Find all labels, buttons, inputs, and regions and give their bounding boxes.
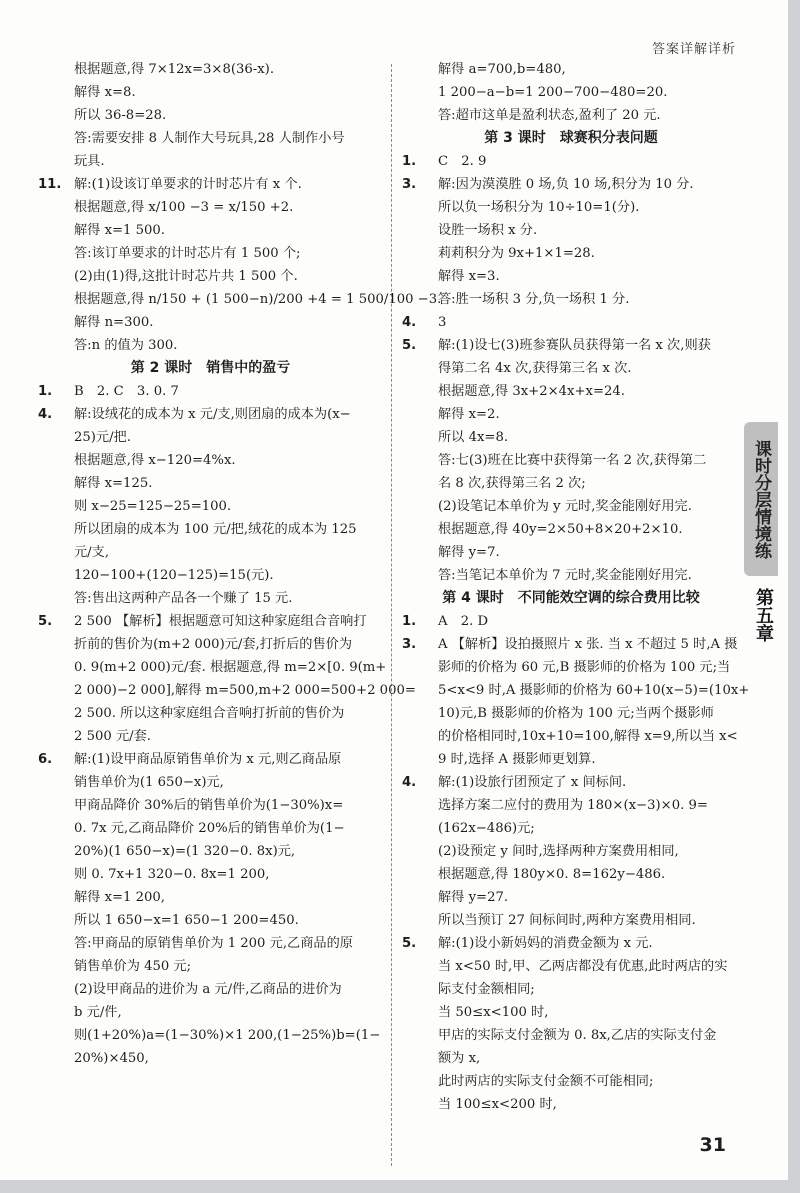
text-line: 的价格相同时,10x+10=100,解得 x=9,所以当 x< bbox=[438, 729, 738, 744]
text-line: 答:超市这单是盈利状态,盈利了 20 元. bbox=[438, 108, 661, 123]
text-line: 所以团扇的成本为 100 元/把,绒花的成本为 125 bbox=[74, 522, 357, 537]
question-line bbox=[402, 633, 740, 656]
question-line bbox=[38, 380, 383, 403]
question-line bbox=[402, 311, 740, 334]
text-line: 2 000)−2 000],解得 m=500,m+2 000=500+2 000= bbox=[74, 683, 416, 698]
text-line: (162x−486)元; bbox=[438, 821, 535, 836]
section-heading: 第 2 课时 销售中的盈亏 bbox=[130, 360, 291, 376]
text-line: 0. 9(m+2 000)元/套. 根据题意,得 m=2×[0. 9(m+ bbox=[74, 660, 387, 675]
text-line: 答:n 的值为 300. bbox=[74, 338, 178, 353]
answer-text: A 【解析】设拍摄照片 x 张. 当 x 不超过 5 时,A 摄 bbox=[438, 637, 738, 652]
question-line bbox=[38, 748, 383, 771]
section-heading: 第 4 课时 不同能效空调的综合费用比较 bbox=[442, 590, 700, 606]
header-title: 答案详解详析 bbox=[651, 42, 736, 57]
text-line: 20%)(1 650−x)=(1 320−0. 8x)元, bbox=[74, 844, 296, 859]
question-number: 5. bbox=[402, 338, 417, 353]
answer-text: 解:(1)设甲商品原销售单价为 x 元,则乙商品原 bbox=[74, 752, 342, 767]
text-line: 0. 7x 元,乙商品降价 20%后的销售单价为(1− bbox=[74, 821, 345, 836]
text-line: 元/支, bbox=[74, 545, 110, 560]
answer-text: 解:(1)设小新妈妈的消费金额为 x 元. bbox=[438, 936, 653, 951]
text-line: 20%)×450, bbox=[74, 1051, 149, 1066]
text-line: 解得 x=1 200, bbox=[74, 890, 165, 905]
section-tab: 课时分层情境练 bbox=[744, 422, 778, 576]
answer-text: C 2. 9 bbox=[438, 154, 487, 169]
text-line: b 元/件, bbox=[74, 1005, 122, 1020]
answer-text: 解:(1)设七(3)班参赛队员获得第一名 x 次,则获 bbox=[438, 338, 711, 353]
text-line: 当 50≤x<100 时, bbox=[438, 1005, 549, 1020]
text-line: 答:当笔记本单价为 7 元时,奖金能刚好用完. bbox=[438, 568, 692, 583]
answer-text: 3 bbox=[438, 315, 447, 330]
text-line: 际支付金额相同; bbox=[438, 982, 535, 997]
text-line: 答:需要安排 8 人制作大号玩具,28 人制作小号 bbox=[74, 131, 345, 146]
text-line: 所以 1 650−x=1 650−1 200=450. bbox=[74, 913, 299, 928]
text-line: 则 x−25=125−25=100. bbox=[74, 499, 232, 514]
text-line: 根据题意,得 180y×0. 8=162y−486. bbox=[438, 867, 666, 882]
section-heading: 第 3 课时 球赛积分表问题 bbox=[484, 130, 658, 146]
text-line: 折前的售价为(m+2 000)元/套,打折后的售价为 bbox=[74, 637, 353, 652]
text-line: 当 100≤x<200 时, bbox=[438, 1097, 557, 1112]
text-line: 影师的价格为 60 元,B 摄影师的价格为 100 元;当 bbox=[438, 660, 731, 675]
text-line: (2)设甲商品的进价为 a 元/件,乙商品的进价为 bbox=[74, 982, 342, 997]
text-line: 1 200−a−b=1 200−700−480=20. bbox=[438, 85, 668, 100]
question-number: 5. bbox=[402, 936, 417, 951]
answer-text: 解:因为漠漠胜 0 场,负 10 场,积分为 10 分. bbox=[438, 177, 694, 192]
text-line: 解得 x=2. bbox=[438, 407, 500, 422]
question-line bbox=[402, 334, 740, 357]
text-line: 根据题意,得 x/100 −3 = x/150 +2. bbox=[74, 200, 294, 215]
text-line: 25)元/把. bbox=[74, 430, 131, 445]
question-number: 6. bbox=[38, 752, 53, 767]
text-line: 玩具. bbox=[74, 154, 105, 169]
text-line: 销售单价为(1 650−x)元, bbox=[74, 775, 224, 790]
text-line: 答:七(3)班在比赛中获得第一名 2 次,获得第二 bbox=[438, 453, 707, 468]
text-line: 根据题意,得 n/150 + (1 500−n)/200 +4 = 1 500/100 −3. bbox=[74, 292, 442, 307]
question-line bbox=[402, 150, 740, 173]
text-line: 甲商品降价 30%后的销售单价为(1−30%)x= bbox=[74, 798, 344, 813]
text-line: 2 500. 所以这种家庭组合音响打折前的售价为 bbox=[74, 706, 345, 721]
text-line: 得第二名 4x 次,获得第三名 x 次. bbox=[438, 361, 632, 376]
question-line bbox=[402, 610, 740, 633]
question-line bbox=[402, 932, 740, 955]
text-line: 销售单价为 450 元; bbox=[74, 959, 192, 974]
column-divider bbox=[391, 64, 392, 1166]
question-line bbox=[38, 173, 383, 196]
text-line: 10)元,B 摄影师的价格为 100 元;当两个摄影师 bbox=[438, 706, 714, 721]
text-line: 所以 4x=8. bbox=[438, 430, 509, 445]
answer-text: B 2. C 3. 0. 7 bbox=[74, 384, 179, 399]
question-line bbox=[402, 173, 740, 196]
text-line: 解得 x=125. bbox=[74, 476, 153, 491]
text-line: 解得 x=8. bbox=[74, 85, 136, 100]
question-number: 1. bbox=[38, 384, 53, 399]
answer-text: 解:(1)设旅行团预定了 x 间标间. bbox=[438, 775, 627, 790]
text-line: 2 500 元/套. bbox=[74, 729, 151, 744]
answer-text: 解:设绒花的成本为 x 元/支,则团扇的成本为(x− bbox=[74, 407, 351, 422]
text-line: 则(1+20%)a=(1−30%)×1 200,(1−25%)b=(1− bbox=[74, 1028, 381, 1043]
question-number: 11. bbox=[38, 177, 62, 192]
text-line: 额为 x, bbox=[438, 1051, 481, 1066]
text-line: 根据题意,得 3x+2×4x+x=24. bbox=[438, 384, 625, 399]
text-line: 当 x<50 时,甲、乙两店都没有优惠,此时两店的实 bbox=[438, 959, 728, 974]
text-line: 9 时,选择 A 摄影师更划算. bbox=[438, 752, 596, 767]
text-line: 答:胜一场积 3 分,负一场积 1 分. bbox=[438, 292, 630, 307]
text-line: 所以 36-8=28. bbox=[74, 108, 167, 123]
answer-text: 解:(1)设该订单要求的计时芯片有 x 个. bbox=[74, 177, 302, 192]
text-line: 名 8 次,获得第三名 2 次; bbox=[438, 476, 586, 491]
text-line: 莉莉积分为 9x+1×1=28. bbox=[438, 246, 595, 261]
text-line: 解得 a=700,b=480, bbox=[438, 62, 566, 77]
text-line: 选择方案二应付的费用为 180×(x−3)×0. 9= bbox=[438, 798, 708, 813]
text-line: 甲店的实际支付金额为 0. 8x,乙店的实际支付金 bbox=[438, 1028, 717, 1043]
text-line: 120−100+(120−125)=15(元). bbox=[74, 568, 274, 583]
text-line: 则 0. 7x+1 320−0. 8x=1 200, bbox=[74, 867, 270, 882]
text-line: (2)设预定 y 间时,选择两种方案费用相同, bbox=[438, 844, 679, 859]
text-line: 答:售出这两种产品各一个赚了 15 元. bbox=[74, 591, 293, 606]
text-line: 所以当预订 27 间标间时,两种方案费用相同. bbox=[438, 913, 696, 928]
text-line: 设胜一场积 x 分. bbox=[438, 223, 538, 238]
text-line: 答:甲商品的原销售单价为 1 200 元,乙商品的原 bbox=[74, 936, 353, 951]
right-column bbox=[402, 58, 750, 1116]
text-line: (2)设笔记本单价为 y 元时,奖金能刚好用完. bbox=[438, 499, 692, 514]
question-line bbox=[38, 610, 383, 633]
text-line: 解得 x=1 500. bbox=[74, 223, 165, 238]
answer-text: 2 500 【解析】根据题意可知这种家庭组合音响打 bbox=[74, 614, 367, 629]
text-line: 5<x<9 时,A 摄影师的价格为 60+10(x−5)=(10x+ bbox=[438, 683, 750, 698]
question-number: 5. bbox=[38, 614, 53, 629]
question-number: 4. bbox=[402, 315, 417, 330]
text-line: 所以负一场积分为 10÷10=1(分). bbox=[438, 200, 640, 215]
text-line: 解得 y=27. bbox=[438, 890, 509, 905]
question-line bbox=[402, 771, 740, 794]
text-line: 根据题意,得 7×12x=3×8(36-x). bbox=[74, 62, 275, 77]
text-line: 解得 y=7. bbox=[438, 545, 500, 560]
left-column bbox=[38, 58, 442, 1070]
chapter-label: 第五章 bbox=[753, 588, 774, 642]
page-number: 31 bbox=[699, 1134, 726, 1156]
text-line: 解得 x=3. bbox=[438, 269, 500, 284]
text-line: (2)由(1)得,这批计时芯片共 1 500 个. bbox=[74, 269, 298, 284]
question-number: 4. bbox=[38, 407, 53, 422]
question-number: 3. bbox=[402, 177, 417, 192]
question-number: 1. bbox=[402, 614, 417, 629]
text-line: 解得 n=300. bbox=[74, 315, 154, 330]
text-line: 此时两店的实际支付金额不可能相同; bbox=[438, 1074, 654, 1089]
question-number: 1. bbox=[402, 154, 417, 169]
question-line bbox=[38, 403, 383, 426]
text-line: 根据题意,得 x−120=4%x. bbox=[74, 453, 236, 468]
question-number: 3. bbox=[402, 637, 417, 652]
text-line: 根据题意,得 40y=2×50+8×20+2×10. bbox=[438, 522, 683, 537]
question-number: 4. bbox=[402, 775, 417, 790]
text-line: 答:该订单要求的计时芯片有 1 500 个; bbox=[74, 246, 301, 261]
answer-text: A 2. D bbox=[438, 614, 489, 629]
